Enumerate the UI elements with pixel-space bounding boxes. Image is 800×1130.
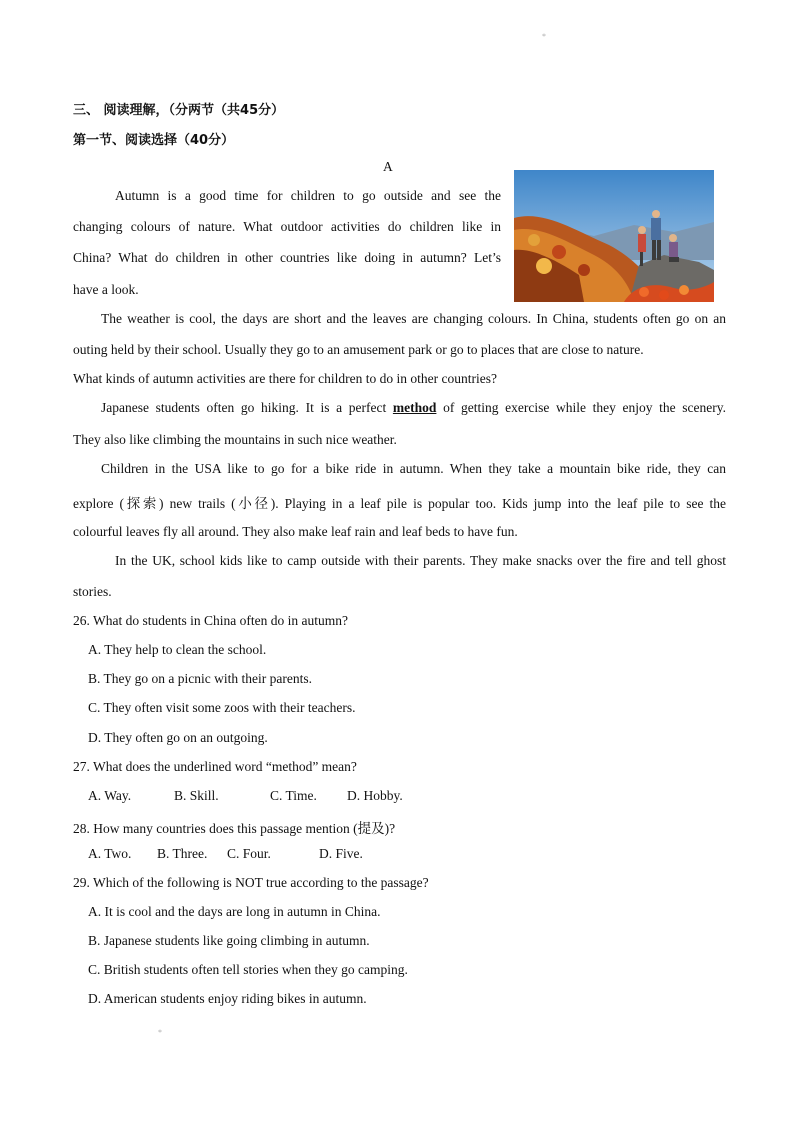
intro-line-4: have a look. <box>73 282 139 297</box>
page-mark-top: * <box>542 32 546 41</box>
p2-line-1: The weather is cool, the days are short and the leaves are changing colours. In China, students often go on an <box>101 311 726 326</box>
question-26-option-a[interactable]: A. They help to clean the school. <box>88 642 267 657</box>
p3-line: What kinds of autumn activities are there for children to do in other countries? <box>73 371 497 386</box>
question-27-stem: 27. What does the underlined word “method” mean? <box>73 759 357 774</box>
question-28-option-b[interactable]: B. Three. <box>157 846 208 861</box>
question-26-option-b[interactable]: B. They go on a picnic with their parents. <box>88 671 312 686</box>
page-mark-bottom: * <box>158 1028 162 1037</box>
p5-line-1: Children in the USA like to go for a bike ride in autumn. When they take a mountain bike ride, they can <box>101 461 726 476</box>
question-26-option-d[interactable]: D. They often go on an outgoing. <box>88 730 268 745</box>
intro-line-3: China? What do children in other countries like doing in autumn? Let’s <box>73 250 501 265</box>
p6-line-2: stories. <box>73 584 112 599</box>
question-29-option-b[interactable]: B. Japanese students like going climbing in autumn. <box>88 933 370 948</box>
intro-line-2: changing colours of nature. What outdoor activities do children like in <box>73 219 501 234</box>
p6-line-1: In the UK, school kids like to camp outside with their parents. They make snacks over the fire and tell ghost <box>115 553 726 568</box>
question-29-stem: 29. Which of the following is NOT true according to the passage? <box>73 875 429 890</box>
question-29-option-a[interactable]: A. It is cool and the days are long in autumn in China. <box>88 904 381 919</box>
p4-text-before: Japanese students often go hiking. It is a perfect <box>101 400 387 415</box>
section-title: 三、 阅读理解，（分两节（共45分） <box>73 103 285 118</box>
p2-line-2: outing held by their school. Usually they go to an amusement park or go to places that are close to nature. <box>73 342 644 357</box>
question-28-option-d[interactable]: D. Five. <box>319 846 363 861</box>
p4-line-2: They also like climbing the mountains in such nice weather. <box>73 432 397 447</box>
p4-line-1 <box>73 400 726 416</box>
question-26-stem: 26. What do students in China often do in autumn? <box>73 613 348 628</box>
question-29-option-c[interactable]: C. British students often tell stories when they go camping. <box>88 962 408 977</box>
question-27-option-d[interactable]: D. Hobby. <box>347 788 403 803</box>
intro-line-1: Autumn is a good time for children to go outside and see the <box>115 188 501 203</box>
p5-line-3: colourful leaves fly all around. They also make leaf rain and leaf beds to have fun. <box>73 524 518 539</box>
autumn-hiking-photo <box>514 170 714 302</box>
question-27-option-a[interactable]: A. Way. <box>88 788 132 803</box>
question-26-option-c[interactable]: C. They often visit some zoos with their teachers. <box>88 700 356 715</box>
underlined-word-method: method <box>392 400 437 415</box>
p5-line-2: explore (探索) new trails (小径). Playing in a leaf pile is popular too. Kids jump into the leaf pile to see the <box>73 496 726 511</box>
passage-label: A <box>383 159 393 174</box>
p4-text-after: of getting exercise while they enjoy the scenery. <box>443 400 727 415</box>
question-27-option-b[interactable]: B. Skill. <box>174 788 219 803</box>
question-29-option-d[interactable]: D. American students enjoy riding bikes in autumn. <box>88 991 367 1006</box>
question-27-option-c[interactable]: C. Time. <box>270 788 317 803</box>
section-part-title: 第一节、阅读选择（40分） <box>73 133 235 148</box>
question-28-stem: 28. How many countries does this passage mention (提及)? <box>73 821 396 836</box>
question-28-option-a[interactable]: A. Two. <box>88 846 132 861</box>
question-28-option-c[interactable]: C. Four. <box>227 846 271 861</box>
